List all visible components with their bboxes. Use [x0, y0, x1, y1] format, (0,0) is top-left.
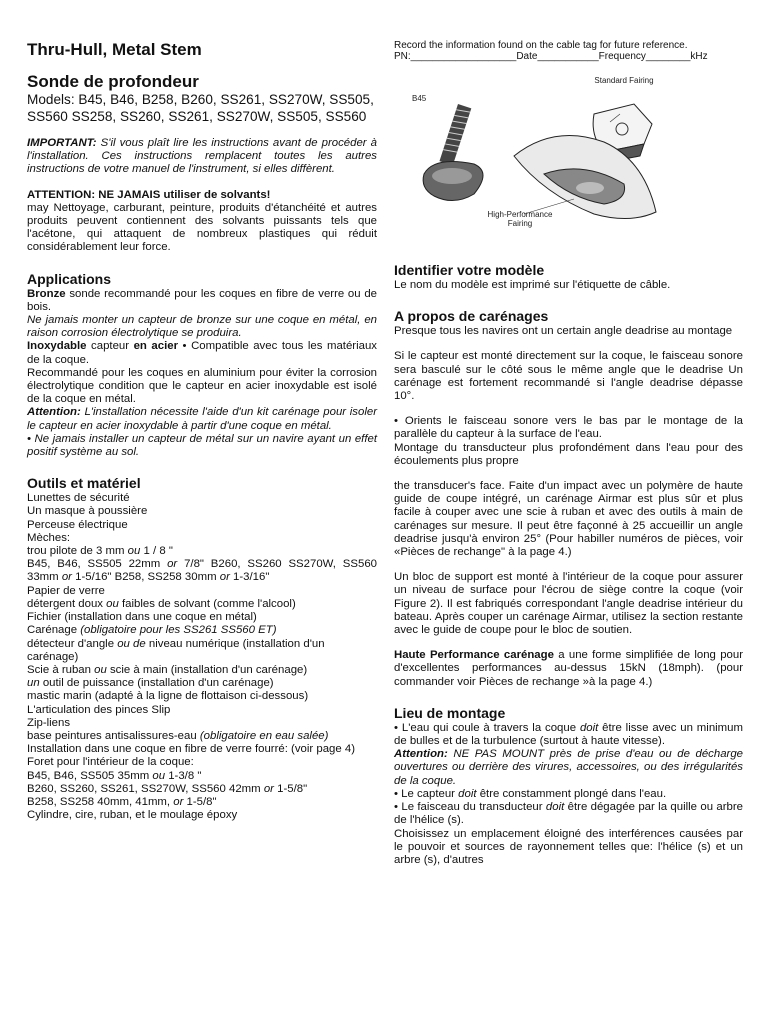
tool-saw: Scie à ruban ou scie à main (installation d'un carénage)	[27, 663, 308, 676]
tool-detergent: détergent doux ou faibles de solvant (comme l'alcool)	[27, 597, 296, 610]
tools-heading: Outils et matériel	[27, 475, 141, 492]
about-2: Si le capteur est monté directement sur la coque, le faisceau sonore sera basculé sur le côté sous le même angle que le deadrise Un carénage est fortement recommandé si l'angle deadrise dépasse 10°.	[394, 350, 743, 403]
record-note: Record the information found on the cable tag for future reference.	[394, 40, 688, 51]
tool-power: un outil de puissance (installation d'un carénage)	[27, 677, 274, 690]
tool-sandpaper: Papier de verre	[27, 584, 105, 597]
tool-item: Lunettes de sécurité	[27, 492, 130, 505]
app-attention: Attention: L'installation nécessite l'aide d'un kit carénage pour isoler le capteur en acier inoxydable à partir d'une coque en métal.	[27, 406, 377, 432]
tool-item: Perceuse électrique	[27, 518, 128, 531]
identify-text: Le nom du modèle est imprimé sur l'étiquette de câble.	[394, 279, 671, 291]
tool-zip: Zip-liens	[27, 716, 71, 729]
tool-inside: Foret pour l'intérieur de la coque:	[27, 756, 194, 769]
label-b45: B45	[412, 94, 427, 103]
about-6: Un bloc de support est monté à l'intérieur de la coque pour assurer un niveau de surface pour l'écrou de siège contre la coque (voir Figure 2). Il est fabriqués correspondant l'angle deadrise intérieur du bateau. Après couper un carénage Airmar, utilisez la section restante avec le guide de coupe pour le bloc de soutien.	[394, 571, 743, 637]
tool-fairing: Carénage (obligatoire pour les SS261 SS560 ET)	[27, 624, 277, 637]
about-1: Presque tous les navires ont un certain angle deadrise au montage	[394, 325, 733, 338]
tool-slip: L'articulation des pinces Slip	[27, 703, 171, 716]
left-column	[27, 40, 377, 822]
transducer-figure	[394, 64, 743, 234]
app-never: • Ne jamais installer un capteur de métal sur un navire ayant un effet positif système au sol.	[27, 432, 377, 459]
b45-stem	[439, 104, 471, 165]
tool-item: Un masque à poussière	[27, 505, 148, 518]
attention-text: may Nettoyage, carburant, peinture, produits d'étanchéité et autres produits peuvent contiennent des solvants puissants tels que l'acétone, qui attaquent de nombreux plastiques qui réduit considérablement leur force.	[27, 201, 377, 254]
app-bronze: Bronze sonde recommandé pour les coques en fibre de verre ou de bois.	[27, 287, 377, 313]
about-3: • Orients le faisceau sonore vers le bas par le montage de la parallèle du capteur à la surface de l'eau.	[394, 415, 743, 441]
app-aluminium: Recommandé pour les coques en aluminium pour éviter la corrosion électrolytique condition que le capteur en acier inoxydable est isolé de la coque en métal.	[27, 366, 377, 406]
loc-4: Choisissez un emplacement éloigné des interférences causées par le pouvoir et sources de rayonnement telles que: l'hélice (s) et un arbre (s), d'autres	[394, 827, 743, 866]
pn-line: PN:___________________Date___________Frequency________kHz	[394, 51, 708, 62]
hp-fairing-text: Haute Performance carénage a une forme simplifiée de long pour d'excellentes performances au-dessus 15kN (18mph). (pour commander voir Pièces de rechange »à la page 4.)	[394, 649, 743, 688]
label-standard-fairing: Standard Fairing	[594, 76, 654, 85]
label-hp-fairing: High-Performance Fairing	[487, 210, 553, 228]
tool-marine: mastic marin (adapté à la ligne de flottaison ci-dessous)	[27, 690, 309, 703]
drill-sizes: B45, B46, SS505 22mm or 7/8" B260, SS260 SS270W, SS560 33mm or 1-5/16" B258, SS258 30mm or 1-3/16"	[27, 558, 377, 584]
tool-file: Fichier (installation dans une coque en métal)	[27, 611, 257, 624]
important-note: IMPORTANT: S'il vous plaît lire les instructions avant de procéder à l'installation. Ces instructions remplacent toutes les autres instructions de votre manuel de l'instrument, si elles diffèrent.	[27, 137, 377, 176]
about-4: Montage du transducteur plus profondément dans l'eau pour des écoulements plus propre	[394, 441, 743, 467]
title-en: Thru-Hull, Metal Stem	[27, 40, 202, 59]
tool-angle: détecteur d'angle ou de niveau numérique (installation d'un carénage)	[27, 637, 325, 663]
loc-1: • L'eau qui coule à travers la coque doit être lisse avec un minimum de bulles et de la turbulence (surtout à haute vitesse).	[394, 721, 743, 748]
applications-heading: Applications	[27, 270, 112, 287]
app-inox: Inoxydable capteur en acier • Compatible avec tous les matériaux de la coque.	[27, 340, 377, 366]
tool-cylinder: Cylindre, cire, ruban, et le moulage époxy	[27, 809, 238, 822]
app-bronze-warning: Ne jamais monter un capteur de bronze sur une coque en métal, en raison corrosion électrolytique se produira.	[27, 314, 377, 340]
tool-install-fg: Installation dans une coque en fibre de verre fourré: (voir page 4)	[27, 743, 355, 756]
loc-attention: Attention: NE PAS MOUNT près de prise d'eau ou de décharge ouvertures ou derrière des virures, accessoires, ou des irrégularités de la coque.	[394, 748, 743, 787]
tool-item: Mèches:	[27, 531, 71, 544]
about-5: the transducer's face. Faite d'un impact avec un polymère de haute guide de coupe intégré, un carénage Airmar est plus sûr et plus facile à couper avec une scie à ruban et avec des outils à main de carénages sur mesure. Il peut être façonné à 25 accueillir un angle deadrise jusqu'à environ 25° (Pour habiller numéros de pièces, voir «Pièces de rechange" à la page 4.)	[394, 480, 743, 559]
transducer-illustration	[394, 64, 743, 234]
tool-antifoul: base peintures antisalissures-eau (obligatoire en eau salée)	[27, 729, 329, 742]
title-fr: Sonde de profondeur	[27, 72, 199, 91]
about-heading: A propos de carénages	[394, 308, 549, 325]
loc-2: • Le capteur doit être constamment plongé dans l'eau.	[394, 787, 667, 800]
attention-heading: ATTENTION: NE JAMAIS utiliser de solvants!	[27, 188, 271, 201]
loc-3: • Le faisceau du transducteur doit être dégagée par la quille ou arbre de l'hélice (s).	[394, 801, 743, 827]
drill-pilot: trou pilote de 3 mm ou 1 / 8 "	[27, 545, 173, 558]
right-column	[394, 40, 743, 867]
models-list: Models: B45, B46, B258, B260, SS261, SS270W, SS505, SS560 SS258, SS260, SS261, SS270W, SS505, SS560	[27, 92, 374, 124]
identify-heading: Identifier votre modèle	[394, 262, 545, 278]
location-heading: Lieu de montage	[394, 704, 506, 721]
inside-2: B260, SS260, SS261, SS270W, SS560 42mm or 1-5/8"	[27, 782, 308, 795]
inside-1: B45, B46, SS505 35mm ou 1-3/8 "	[27, 769, 202, 782]
inside-3: B258, SS258 40mm, 41mm, or 1-5/8"	[27, 795, 217, 808]
